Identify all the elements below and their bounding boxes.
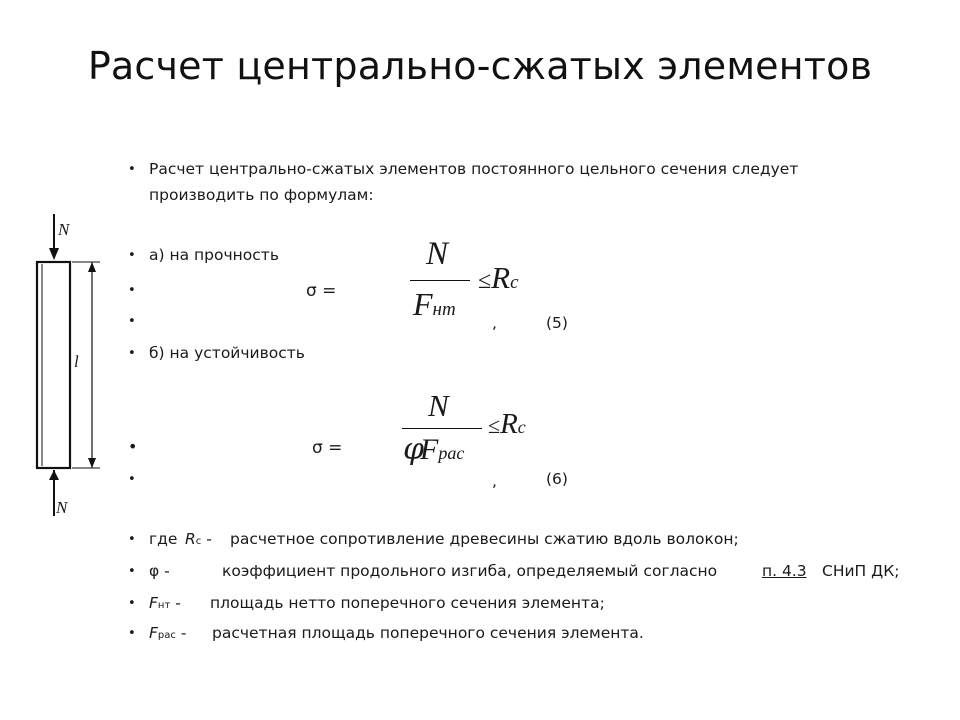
formula2-R-sub: c	[517, 417, 526, 437]
formula1-R: R	[491, 260, 511, 295]
bullet: •	[128, 626, 136, 641]
formula2-R: R	[500, 408, 518, 440]
bullet: •	[128, 248, 136, 263]
formula2-denominator	[403, 432, 464, 467]
formula2-numerator: N	[428, 388, 449, 423]
bullet: •	[128, 596, 136, 611]
item-b-label: б) на устойчивость	[149, 344, 305, 362]
bullet: •	[128, 314, 136, 329]
def2-tail: СНиП ДК;	[822, 562, 900, 580]
formula2-denominator-sub: рас	[438, 443, 465, 463]
item-a-label: а) на прочность	[149, 246, 279, 264]
def1-symbol	[185, 530, 212, 548]
formula2-denominator-main: F	[420, 433, 439, 466]
formula1-R-sub: c	[510, 272, 519, 293]
bullet: •	[128, 472, 136, 487]
formula1-denominator-sub: нт	[432, 299, 456, 320]
def3-F-sub: нт	[157, 600, 171, 611]
formula2-rhs	[488, 408, 526, 441]
formula1-rhs	[478, 260, 519, 296]
def3-F: F	[149, 594, 158, 612]
def4-text: расчетная площадь поперечного сечения элемента.	[212, 624, 644, 642]
bullet: •	[128, 283, 136, 298]
formula2-phi: φ	[403, 432, 425, 467]
formula1-comma: ,	[492, 314, 497, 332]
formula1-denominator-main: F	[413, 286, 433, 322]
bullet: •	[128, 346, 136, 361]
formula1-leq: ≤	[478, 268, 492, 294]
def1-prefix: где	[149, 530, 178, 548]
bullet: •	[128, 564, 136, 579]
def2-symbol: φ -	[149, 562, 170, 580]
def3-symbol	[149, 594, 181, 612]
def2-text: коэффициент продольного изгиба, определяемый согласно	[222, 562, 718, 580]
bullet: •	[128, 437, 138, 456]
formula2-fraction-bar	[402, 428, 482, 429]
slide-title: Расчет центрально-сжатых элементов	[87, 44, 873, 88]
def3-dash: -	[170, 594, 181, 612]
def1-R: R	[185, 530, 196, 548]
diagram-label-top: N	[58, 220, 70, 239]
def1-R-sub: с	[195, 536, 202, 547]
formula1-numerator: N	[426, 236, 449, 272]
def4-F: F	[149, 624, 158, 642]
formula1-number: (5)	[546, 314, 568, 332]
formula1-denominator	[413, 286, 456, 323]
intro-line-2: производить по формулам:	[149, 186, 374, 204]
bullet: •	[128, 532, 136, 547]
diagram-label-length: l	[74, 352, 79, 371]
formula2-sigma: σ =	[312, 438, 343, 458]
formula1-fraction-bar	[410, 280, 470, 281]
formula2-leq: ≤	[488, 413, 501, 438]
intro-line-1: Расчет центрально-сжатых элементов постоянного цельного сечения следует	[149, 160, 799, 178]
formula2-number: (6)	[546, 470, 568, 488]
formula1-sigma: σ =	[306, 281, 337, 301]
def2-link[interactable]: п. 4.3	[762, 562, 807, 580]
bullet: •	[128, 162, 136, 177]
def4-symbol	[149, 624, 186, 642]
def4-dash: -	[175, 624, 187, 642]
def1-text: расчетное сопротивление древесины сжатию вдоль волокон;	[230, 530, 739, 548]
formula2-comma: ,	[492, 472, 497, 490]
def3-text: площадь нетто поперечного сечения элемента;	[210, 594, 605, 612]
diagram-label-bottom: N	[56, 498, 68, 517]
def1-dash: -	[201, 530, 212, 548]
def4-F-sub: рас	[157, 630, 176, 641]
